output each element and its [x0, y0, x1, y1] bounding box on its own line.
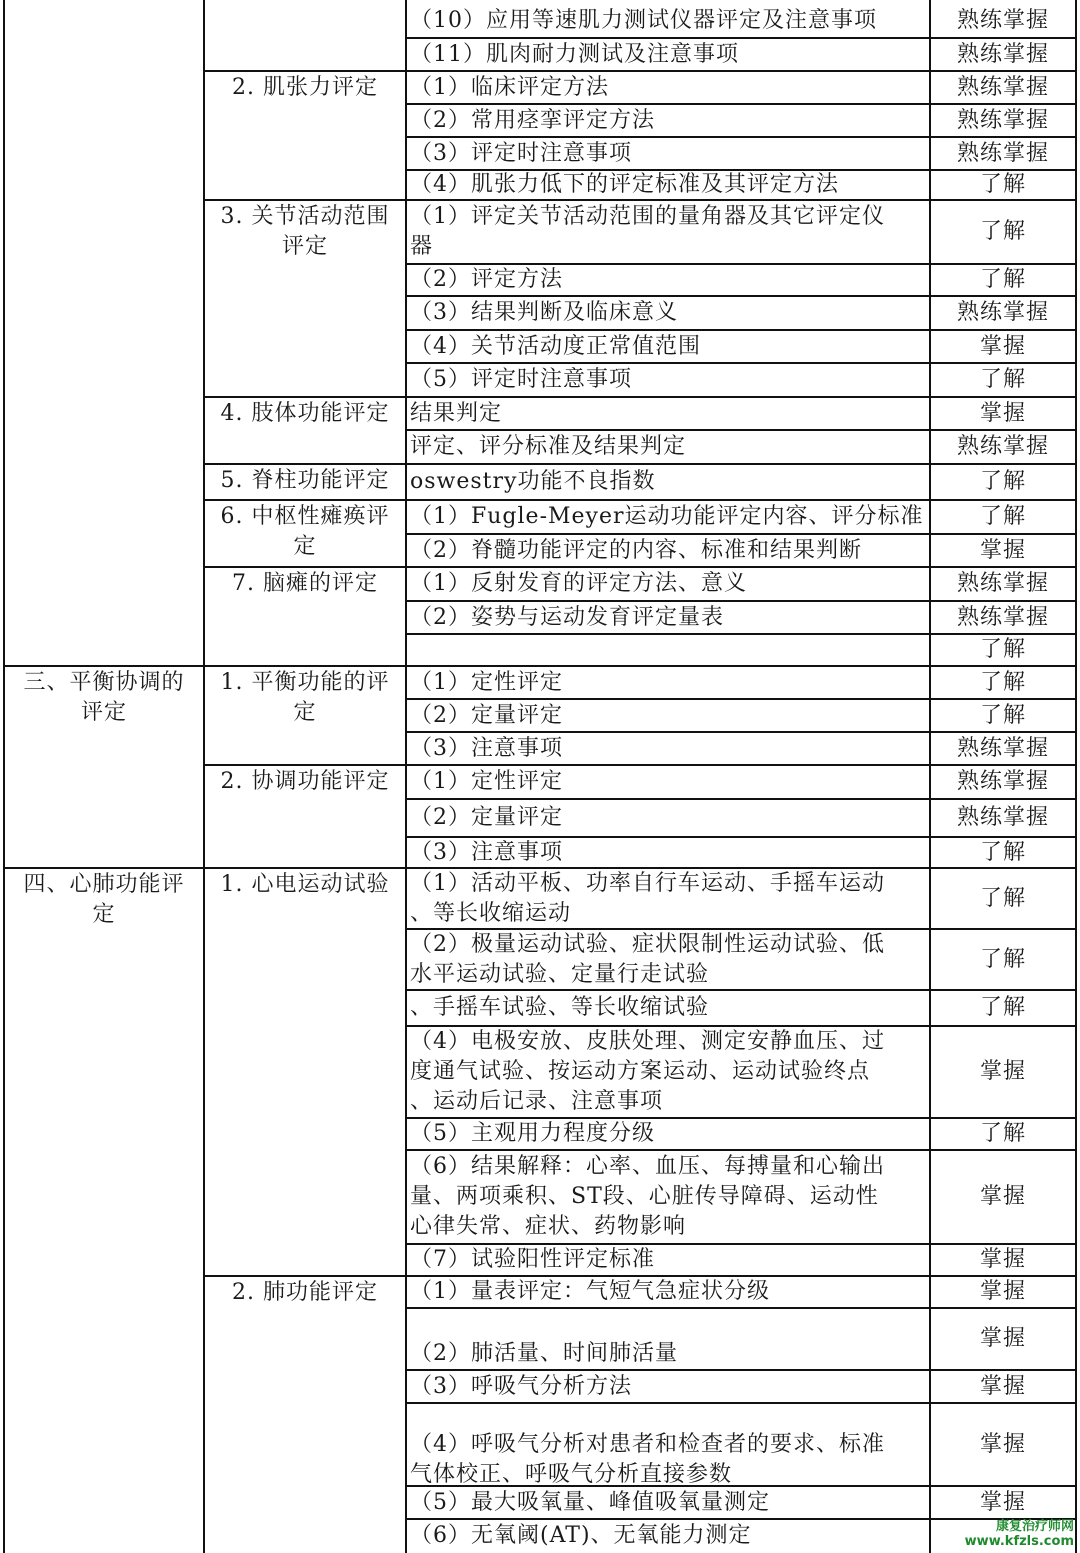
column-rule — [3, 0, 5, 1553]
table-cell-content: （1）Fugle-Meyer运动功能评定内容、评分标准 — [410, 504, 924, 529]
table-cell-requirement: 了解 — [979, 367, 1026, 392]
table-cell-content: （5）主观用力程度分级 — [410, 1121, 655, 1146]
table-cell-requirement: 了解 — [979, 1121, 1026, 1146]
table-cell-requirement: 熟练掌握 — [956, 41, 1049, 67]
table-cell-content: （2）常用痉挛评定方法 — [410, 107, 655, 133]
table-cell-requirement: 了解 — [979, 885, 1026, 911]
table-cell-content: （2）极量运动试验、症状限制性运动试验、低 水平运动试验、定量行走试验 — [410, 931, 885, 987]
table-cell-content: （2）姿势与运动发育评定量表 — [410, 604, 724, 630]
table-cell-requirement: 了解 — [979, 995, 1026, 1020]
table-cell-subtopic: 1. 平衡功能的评 定 — [220, 670, 390, 725]
table-cell-requirement: 熟练掌握 — [956, 107, 1049, 133]
table-cell-subtopic: 7. 脑瘫的评定 — [232, 571, 378, 596]
table-cell-requirement: 了解 — [979, 702, 1026, 728]
table-cell-content: 、手摇车试验、等长收缩试验 — [410, 995, 710, 1020]
table-cell-content: 评定、评分标准及结果判定 — [410, 434, 687, 459]
table-cell-content: （10）应用等速肌力测试仪器评定及注意事项 — [410, 8, 877, 33]
table-cell-requirement: 掌握 — [979, 1279, 1026, 1304]
table-cell-content: （7）试验阳性评定标准 — [410, 1247, 655, 1272]
watermark-site-name: 康复治疗师网 — [995, 1519, 1074, 1534]
table-cell-content: oswestry功能不良指数 — [410, 469, 656, 494]
table-cell-content — [410, 634, 928, 666]
table-cell-content: （1）定性评定 — [410, 669, 563, 695]
table-cell-requirement: 掌握 — [979, 1184, 1026, 1209]
table-cell-requirement: 了解 — [979, 504, 1026, 529]
table-cell-content: （11）肌肉耐力测试及注意事项 — [410, 41, 739, 67]
table-cell-content: （4）呼吸气分析对患者和检查者的要求、标准 气体校正、呼吸气分析直接参数 — [410, 1431, 885, 1486]
table-cell-content: （2）定量评定 — [410, 805, 563, 830]
table-cell-content: （3）呼吸气分析方法 — [410, 1373, 632, 1399]
table-cell-requirement: 熟练掌握 — [956, 434, 1049, 459]
column-rule — [203, 0, 205, 1553]
table-cell-requirement: 了解 — [979, 219, 1026, 244]
table-cell-subtopic: 3. 关节活动范围 评定 — [220, 204, 390, 259]
table-cell-requirement: 熟练掌握 — [956, 571, 1049, 596]
table-cell-content: （4）关节活动度正常值范围 — [410, 333, 701, 359]
table-cell-requirement: 熟练掌握 — [956, 8, 1049, 33]
table-cell-content: （1）活动平板、功率自行车运动、手摇车运动 、等长收缩运动 — [410, 870, 885, 926]
table-cell-content: （3）评定时注意事项 — [410, 140, 632, 166]
table-cell-requirement: 掌握 — [979, 537, 1026, 563]
table-cell-requirement: 了解 — [979, 172, 1026, 197]
table-cell-subtopic: 1. 心电运动试验 — [220, 872, 390, 897]
table-cell-subtopic: 2. 协调功能评定 — [220, 769, 390, 794]
table-cell-requirement: 掌握 — [979, 1489, 1026, 1515]
table-cell-content: （2）评定方法 — [410, 267, 563, 292]
table-cell-requirement: 熟练掌握 — [956, 74, 1049, 100]
table-cell-content: （1）临床评定方法 — [410, 74, 609, 100]
table-cell-requirement: 了解 — [979, 669, 1026, 695]
table-cell-content: 结果判定 — [410, 400, 503, 426]
table-cell-requirement: 熟练掌握 — [956, 769, 1049, 794]
table-cell-requirement: 熟练掌握 — [956, 300, 1049, 325]
table-cell-content: （5）最大吸氧量、峰值吸氧量测定 — [410, 1489, 770, 1515]
table-cell-requirement: 掌握 — [979, 1247, 1026, 1272]
table-cell-content: （1）量表评定：气短气急症状分级 — [410, 1279, 770, 1304]
table-cell-content: （2）脊髓功能评定的内容、标准和结果判断 — [410, 537, 862, 563]
table-cell-subtopic: 4. 肢体功能评定 — [220, 401, 390, 426]
table-cell-requirement: 熟练掌握 — [956, 604, 1049, 630]
table-cell-requirement: 掌握 — [979, 400, 1026, 426]
table-cell-requirement: 了解 — [979, 839, 1026, 865]
table-cell-subtopic: 2. 肌张力评定 — [232, 75, 378, 100]
table-cell-subtopic: 2. 肺功能评定 — [232, 1280, 378, 1305]
table-cell-requirement: 熟练掌握 — [956, 140, 1049, 166]
table-cell-content: （4）电极安放、皮肤处理、测定安静血压、过 度通气试验、按运动方案运动、运动试验终点 、运动后记录、注意事项 — [410, 1029, 885, 1114]
table-cell-topic: 四、心肺功能评 定 — [23, 872, 185, 927]
table-cell-content: （1）定性评定 — [410, 769, 563, 794]
table-cell-requirement: 掌握 — [979, 1059, 1026, 1084]
table-cell-requirement: 掌握 — [979, 1373, 1026, 1399]
table-cell-content: （2）肺活量、时间肺活量 — [410, 1341, 678, 1366]
table-cell-requirement: 掌握 — [979, 1326, 1026, 1351]
watermark-url: www.kfzls.com — [964, 1534, 1074, 1549]
table-cell-content: （5）评定时注意事项 — [410, 367, 632, 392]
table-cell-requirement: 了解 — [979, 267, 1026, 292]
table-cell-content: （3）注意事项 — [410, 735, 563, 761]
table-cell-subtopic: 6. 中枢性瘫痪评 定 — [220, 504, 390, 559]
table-cell-content: （6）无氧阈(AT)、无氧能力测定 — [410, 1523, 752, 1548]
table-cell-requirement: 掌握 — [979, 333, 1026, 359]
table-cell-requirement: 熟练掌握 — [956, 805, 1049, 830]
table-cell-content: （1）反射发育的评定方法、意义 — [410, 571, 747, 596]
table-cell-requirement: 了解 — [979, 946, 1026, 972]
table-cell-content: （2）定量评定 — [410, 702, 563, 728]
table-cell-content: （1）评定关节活动范围的量角器及其它评定仪 器 — [410, 204, 885, 259]
table-cell-content: （3）注意事项 — [410, 839, 563, 865]
table-cell-content: （3）结果判断及临床意义 — [410, 300, 678, 325]
table-cell-requirement: 掌握 — [979, 1431, 1026, 1457]
table-cell-requirement: 了解 — [979, 637, 1026, 662]
table-cell-content: （6）结果解释：心率、血压、每搏量和心输出 量、两项乘积、ST段、心脏传导障碍、运动性 心律失常、症状、药物影响 — [410, 1154, 885, 1239]
table-cell-content: （4）肌张力低下的评定标准及其评定方法 — [410, 172, 839, 197]
table-cell-requirement: 了解 — [979, 469, 1026, 494]
column-rule — [405, 0, 407, 1553]
table-cell-requirement: 熟练掌握 — [956, 735, 1049, 761]
table-cell-subtopic: 5. 脊柱功能评定 — [220, 468, 390, 493]
watermark — [965, 1519, 1074, 1549]
table-cell-topic: 三、平衡协调的 评定 — [23, 670, 185, 725]
